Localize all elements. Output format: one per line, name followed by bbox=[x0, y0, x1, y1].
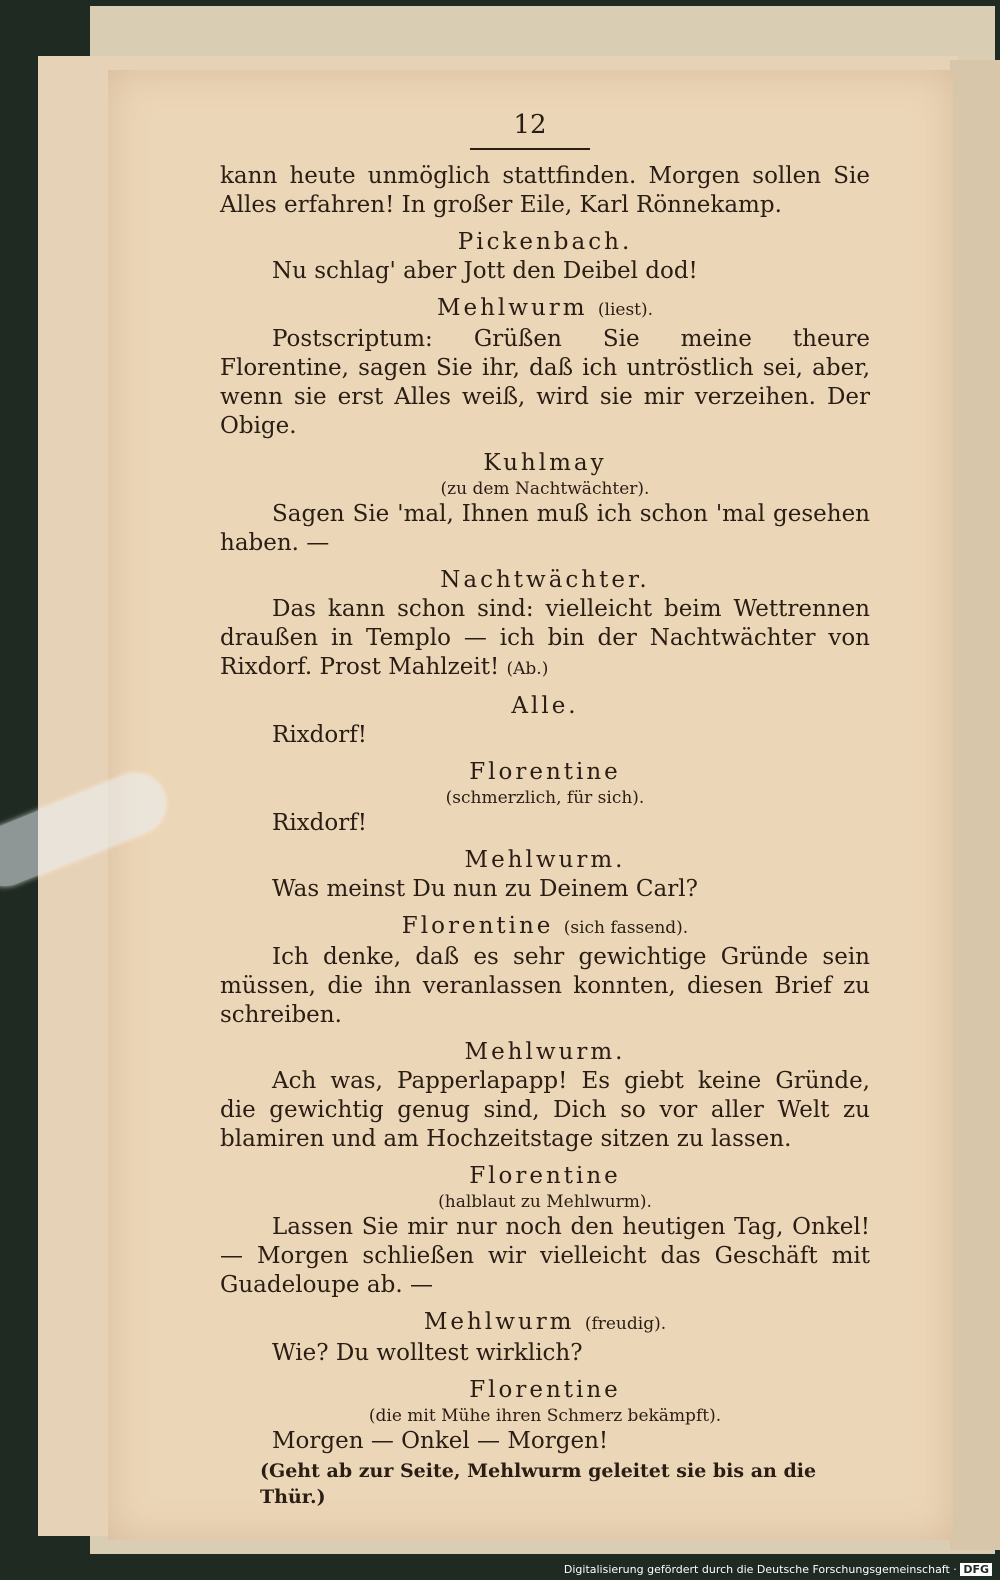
speaker-name: Alle. bbox=[511, 693, 579, 719]
speaker-name: Pickenbach. bbox=[457, 229, 633, 255]
footer-credit: Digitalisierung gefördert durch die Deutsche Forschungsgemeinschaft · DFG bbox=[564, 1563, 992, 1576]
speaker-name: Nachtwächter. bbox=[440, 567, 650, 593]
speaker-name: Florentine bbox=[401, 913, 554, 939]
text-line bbox=[220, 595, 870, 684]
speaker-name: Mehlwurm bbox=[436, 295, 588, 321]
facing-page-edge bbox=[950, 60, 1000, 1550]
text-line: Was meinst Du nun zu Deinem Carl? bbox=[272, 876, 698, 902]
stage-direction: (schmerzlich, für sich). bbox=[445, 788, 645, 808]
speaker-name: Kuhlmay bbox=[483, 450, 607, 476]
text-line: Postscriptum: Grüßen Sie meine theure Florentine, sagen Sie ihr, daß ich untröstlich sei, aber, wenn sie erst Alles weiß, wird sie mir verzeihen. Der Obige. bbox=[220, 326, 870, 439]
page-text bbox=[220, 110, 870, 1510]
text-line: Ach was, Papperlapapp! Es giebt keine Gründe, die gewichtig genug sind, Dich so vor aller Welt zu blamiren und am Hochzeitstage sitzen zu lassen. bbox=[220, 1068, 870, 1152]
speaker-line bbox=[220, 1308, 870, 1339]
stage-direction: (Geht ab zur Seite, Mehlwurm geleitet sie bis an die Thür.) bbox=[260, 1460, 817, 1508]
speaker-name: Mehlwurm bbox=[423, 1309, 575, 1335]
text-line: Rixdorf! bbox=[272, 810, 367, 836]
footer-text: Digitalisierung gefördert durch die Deutsche Forschungsgemeinschaft bbox=[563, 1563, 950, 1576]
stage-direction: (halblaut zu Mehlwurm). bbox=[438, 1192, 652, 1212]
stage-direction: (sich fassend). bbox=[563, 918, 689, 938]
text-line: Rixdorf! bbox=[272, 722, 367, 748]
speaker-name: Mehlwurm. bbox=[464, 847, 626, 873]
speaker-name: Florentine bbox=[469, 1163, 621, 1189]
text-line: Lassen Sie mir nur noch den heutigen Tag, Onkel! — Morgen schließen wir vielleicht das Geschäft mit Guadeloupe ab. — bbox=[220, 1214, 870, 1298]
text-line: Nu schlag' aber Jott den Deibel dod! bbox=[272, 258, 698, 284]
text-line: Ich denke, daß es sehr gewichtige Gründe sein müssen, die ihn veranlassen konnten, diesen Brief zu schreiben. bbox=[220, 944, 870, 1028]
dfg-logo: DFG bbox=[960, 1563, 992, 1576]
speaker-name: Mehlwurm. bbox=[464, 1039, 626, 1065]
stage-direction: (liest). bbox=[597, 300, 654, 320]
line-text: Das kann schon sind: vielleicht beim Wettrennen draußen in Templo — ich bin der Nachtwächter von Rixdorf. Prost Mahlzeit! bbox=[220, 596, 870, 680]
page-number: 12 bbox=[470, 110, 590, 150]
speaker-line bbox=[220, 294, 870, 325]
text-line: kann heute unmöglich stattfinden. Morgen sollen Sie Alles erfahren! In großer Eile, Karl Rönnekamp. bbox=[220, 163, 870, 218]
speaker-line bbox=[220, 912, 870, 943]
speaker-name: Florentine bbox=[469, 1377, 621, 1403]
speaker-name: Florentine bbox=[469, 759, 621, 785]
stage-direction: (freudig). bbox=[584, 1314, 667, 1334]
stage-direction: (Ab.) bbox=[506, 659, 549, 679]
text-line: Morgen — Onkel — Morgen! bbox=[272, 1428, 609, 1454]
stage-direction: (zu dem Nachtwächter). bbox=[440, 479, 650, 499]
text-line: Wie? Du wolltest wirklich? bbox=[272, 1340, 583, 1366]
stage-direction: (die mit Mühe ihren Schmerz bekämpft). bbox=[368, 1406, 722, 1426]
text-line: Sagen Sie 'mal, Ihnen muß ich schon 'mal gesehen haben. — bbox=[220, 501, 870, 556]
